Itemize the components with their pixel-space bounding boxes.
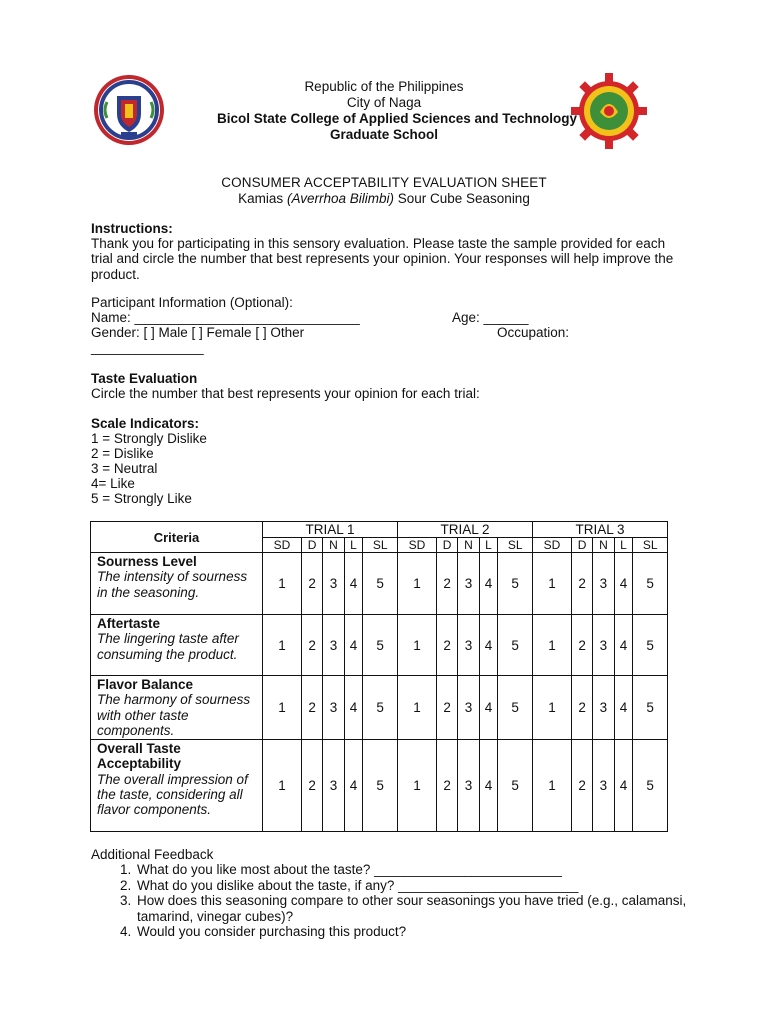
score-option[interactable]: 2 xyxy=(571,676,592,740)
scale-column-header: SL xyxy=(633,538,668,553)
sheet-subtitle xyxy=(0,191,768,207)
score-option[interactable]: 5 xyxy=(363,615,398,676)
instructions-text: Thank you for participating in this sensory evaluation. Please taste the sample provided for each trial and circle the number that best represents your opinion. Your responses will help improve the product. xyxy=(91,236,674,282)
score-option[interactable]: 3 xyxy=(323,553,344,615)
criteria-description: The lingering taste after consuming the product. xyxy=(97,631,239,662)
criteria-name: Sourness Level xyxy=(97,554,197,569)
score-option[interactable]: 2 xyxy=(301,553,322,615)
score-option[interactable]: 3 xyxy=(593,615,614,676)
feedback-question[interactable]: 2. What do you dislike about the taste, if any? ________________________ xyxy=(135,878,691,893)
score-option[interactable]: 3 xyxy=(323,676,344,740)
scale-column-header: SL xyxy=(498,538,533,553)
scale-item: 5 = Strongly Like xyxy=(91,491,192,506)
score-option[interactable]: 4 xyxy=(344,676,363,740)
additional-feedback xyxy=(91,847,691,939)
score-option[interactable]: 4 xyxy=(479,740,498,832)
instructions-section xyxy=(91,221,681,282)
gender-field[interactable]: Gender: [ ] Male [ ] Female [ ] Other xyxy=(91,325,305,340)
score-option[interactable]: 1 xyxy=(532,615,571,676)
table-row xyxy=(91,615,668,676)
criteria-name: Overall Taste Acceptability xyxy=(97,741,182,772)
scale-item: 1 = Strongly Dislike xyxy=(91,431,207,446)
score-option[interactable]: 1 xyxy=(263,553,302,615)
feedback-heading: Additional Feedback xyxy=(91,847,214,862)
criteria-cell xyxy=(91,553,263,615)
score-option[interactable]: 2 xyxy=(436,553,457,615)
feedback-question[interactable]: 3. How does this seasoning compare to other sour seasonings you have tried (e.g., calamansi, tamarind, vinegar cubes)? xyxy=(135,893,691,924)
scale-heading: Scale Indicators: xyxy=(91,416,200,431)
criteria-name: Flavor Balance xyxy=(97,677,194,692)
score-option[interactable]: 4 xyxy=(344,740,363,832)
score-option[interactable]: 2 xyxy=(571,553,592,615)
score-option[interactable]: 2 xyxy=(571,740,592,832)
instructions-heading: Instructions: xyxy=(91,221,173,236)
criteria-cell xyxy=(91,615,263,676)
score-option[interactable]: 4 xyxy=(344,553,363,615)
scale-column-header: D xyxy=(571,538,592,553)
feedback-question[interactable]: 1. What do you like most about the taste? _________________________ xyxy=(135,862,691,877)
age-field[interactable]: Age: ______ xyxy=(452,310,529,325)
scale-column-header: N xyxy=(458,538,479,553)
table-row xyxy=(91,740,668,832)
score-option[interactable]: 3 xyxy=(323,615,344,676)
score-option[interactable]: 5 xyxy=(498,553,533,615)
score-option[interactable]: 5 xyxy=(363,553,398,615)
subtitle-prefix: Kamias xyxy=(238,191,287,206)
score-option[interactable]: 5 xyxy=(498,740,533,832)
header-republic: Republic of the Philippines xyxy=(304,79,464,94)
score-option[interactable]: 4 xyxy=(479,553,498,615)
score-option[interactable]: 5 xyxy=(633,553,668,615)
criteria-header: Criteria xyxy=(91,522,263,553)
score-option[interactable]: 2 xyxy=(571,615,592,676)
feedback-question[interactable]: 4. Would you consider purchasing this product? xyxy=(135,924,691,939)
scale-column-header: L xyxy=(614,538,633,553)
taste-heading: Taste Evaluation xyxy=(91,371,198,386)
score-option[interactable]: 4 xyxy=(479,615,498,676)
score-option[interactable]: 1 xyxy=(532,553,571,615)
score-option[interactable]: 3 xyxy=(323,740,344,832)
header-college: Bicol State College of Applied Sciences and Technology xyxy=(216,111,578,126)
score-option[interactable]: 2 xyxy=(436,615,457,676)
scale-column-header: D xyxy=(301,538,322,553)
score-option[interactable]: 1 xyxy=(397,676,436,740)
score-option[interactable]: 2 xyxy=(301,615,322,676)
table-row xyxy=(91,676,668,740)
scale-column-header: N xyxy=(323,538,344,553)
score-option[interactable]: 3 xyxy=(593,553,614,615)
scale-item: 3 = Neutral xyxy=(91,461,158,476)
criteria-cell xyxy=(91,676,263,740)
score-option[interactable]: 4 xyxy=(479,676,498,740)
score-option[interactable]: 1 xyxy=(263,676,302,740)
score-option[interactable]: 2 xyxy=(301,676,322,740)
score-option[interactable]: 1 xyxy=(263,615,302,676)
scale-column-header: L xyxy=(479,538,498,553)
criteria-name: Aftertaste xyxy=(97,616,161,631)
trial-header: TRIAL 1 xyxy=(263,522,398,538)
score-option[interactable]: 5 xyxy=(363,676,398,740)
header-graduate-school: Graduate School xyxy=(329,127,439,142)
score-option[interactable]: 2 xyxy=(301,740,322,832)
score-option[interactable]: 2 xyxy=(436,740,457,832)
scale-column-header: N xyxy=(593,538,614,553)
score-option[interactable]: 3 xyxy=(458,740,479,832)
score-option[interactable]: 4 xyxy=(344,615,363,676)
score-option[interactable]: 1 xyxy=(397,615,436,676)
evaluation-table xyxy=(90,521,668,832)
taste-text: Circle the number that best represents your opinion for each trial: xyxy=(91,386,480,401)
criteria-cell xyxy=(91,740,263,832)
sheet-title: CONSUMER ACCEPTABILITY EVALUATION SHEET xyxy=(221,175,547,190)
score-option[interactable]: 1 xyxy=(532,740,571,832)
criteria-description: The intensity of sourness in the seasoning. xyxy=(97,569,248,600)
trial-header: TRIAL 2 xyxy=(397,522,532,538)
score-option[interactable]: 4 xyxy=(614,615,633,676)
criteria-description: The overall impression of the taste, considering all flavor components. xyxy=(97,771,248,818)
score-option[interactable]: 3 xyxy=(593,676,614,740)
scale-item: 4= Like xyxy=(91,476,135,491)
scale-column-header: SD xyxy=(532,538,571,553)
score-option[interactable]: 5 xyxy=(633,615,668,676)
score-option[interactable]: 5 xyxy=(633,740,668,832)
occupation-field[interactable]: _______________ xyxy=(91,340,204,355)
score-option[interactable]: 2 xyxy=(436,676,457,740)
scale-item: 2 = Dislike xyxy=(91,446,154,461)
participant-heading: Participant Information (Optional): xyxy=(91,295,293,310)
trial-header: TRIAL 3 xyxy=(532,522,667,538)
score-option[interactable]: 5 xyxy=(498,615,533,676)
header-city: City of Naga xyxy=(346,95,422,110)
score-option[interactable]: 4 xyxy=(614,676,633,740)
score-option[interactable]: 5 xyxy=(633,676,668,740)
score-option[interactable]: 4 xyxy=(614,740,633,832)
scale-column-header: SD xyxy=(397,538,436,553)
scale-column-header: SD xyxy=(263,538,302,553)
score-option[interactable]: 1 xyxy=(263,740,302,832)
criteria-description: The harmony of sourness with other taste components. xyxy=(97,692,251,738)
institution-header xyxy=(0,79,768,143)
subtitle-suffix: Sour Cube Seasoning xyxy=(393,191,530,206)
document-title xyxy=(0,175,768,207)
score-option[interactable]: 3 xyxy=(458,676,479,740)
score-option[interactable]: 4 xyxy=(614,553,633,615)
scale-column-header: L xyxy=(344,538,363,553)
name-field[interactable]: Name: ______________________________ xyxy=(91,310,360,325)
scale-column-header: SL xyxy=(363,538,398,553)
score-option[interactable]: 3 xyxy=(593,740,614,832)
score-option[interactable]: 1 xyxy=(397,740,436,832)
subtitle-scientific-name: (Averrhoa Bilimbi) xyxy=(286,191,394,206)
score-option[interactable]: 1 xyxy=(532,676,571,740)
score-option[interactable]: 1 xyxy=(397,553,436,615)
score-option[interactable]: 3 xyxy=(458,553,479,615)
score-option[interactable]: 5 xyxy=(498,676,533,740)
scale-column-header: D xyxy=(436,538,457,553)
score-option[interactable]: 3 xyxy=(458,615,479,676)
table-row xyxy=(91,553,668,615)
score-option[interactable]: 5 xyxy=(363,740,398,832)
occupation-label: Occupation: xyxy=(497,325,570,340)
